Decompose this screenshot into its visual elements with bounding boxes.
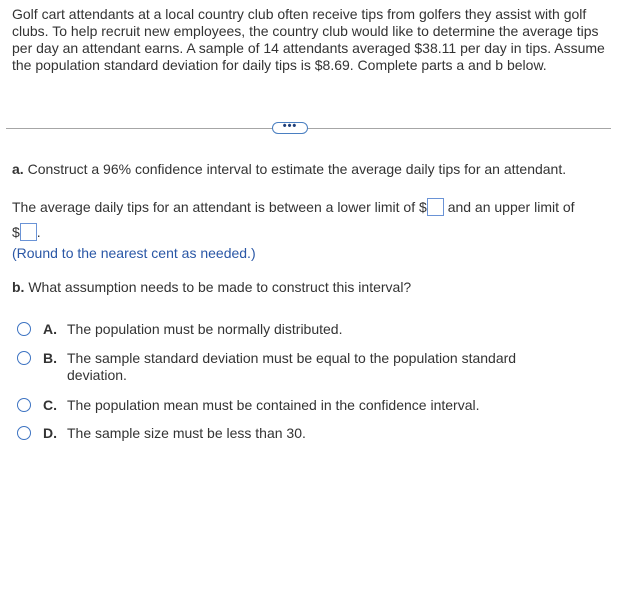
option-text: The population must be normally distributed. [67, 321, 343, 337]
part-b-question [12, 279, 411, 295]
more-dots-icon: ••• [282, 120, 298, 132]
option-text: The population mean must be contained in the confidence interval. [67, 397, 480, 413]
option-b[interactable] [17, 350, 547, 384]
option-letter: C. [43, 397, 57, 413]
sentence-end: . [36, 224, 41, 240]
option-c[interactable] [17, 397, 480, 414]
upper-limit-input[interactable] [20, 223, 37, 241]
option-text: The sample standard deviation must be equal to the population standard deviation. [67, 350, 517, 383]
option-letter: D. [43, 425, 57, 441]
lower-limit-input[interactable] [427, 198, 444, 216]
part-a-label: a. [12, 161, 24, 177]
option-d[interactable] [17, 425, 306, 442]
part-b-text: What assumption needs to be made to construct this interval? [28, 279, 412, 295]
option-a[interactable] [17, 321, 342, 338]
part-b-label: b. [12, 279, 25, 295]
currency-symbol: $ [12, 224, 20, 240]
option-letter: A. [43, 321, 57, 337]
option-text: The sample size must be less than 30. [67, 425, 306, 441]
part-a-answer-sentence [12, 198, 575, 216]
section-divider [6, 128, 611, 129]
radio-icon[interactable] [17, 322, 31, 336]
problem-statement: Golf cart attendants at a local country club often receive tips from golfers they assist with golf clubs. To help recruit new employees, the country club would like to determine the average tips per day an attendant earns. A sample of 14 attendants averaged $38.11 per day in tips. Assume the population standard deviation for daily tips is $8.69. Complete parts a and b below. [12, 6, 605, 73]
sentence-middle: and an upper limit of [447, 199, 575, 215]
part-a-answer-line2 [12, 223, 41, 241]
rounding-hint: (Round to the nearest cent as needed.) [12, 245, 256, 261]
part-a-question [12, 161, 566, 177]
radio-icon[interactable] [17, 426, 31, 440]
option-letter: B. [43, 350, 57, 366]
part-a-text: Construct a 96% confidence interval to estimate the average daily tips for an attendant. [27, 161, 567, 177]
radio-icon[interactable] [17, 398, 31, 412]
sentence-before: The average daily tips for an attendant is between a lower limit of $ [12, 199, 427, 215]
radio-icon[interactable] [17, 351, 31, 365]
expand-more-button[interactable] [272, 122, 308, 134]
